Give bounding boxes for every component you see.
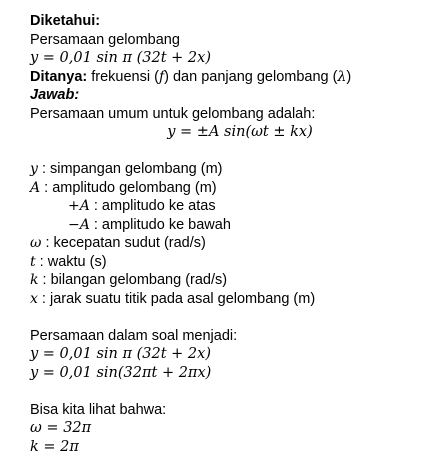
definition-symbol: A	[30, 179, 41, 196]
definition-item	[30, 253, 426, 272]
definition-item	[30, 160, 426, 179]
definition-symbol: −A	[68, 216, 90, 233]
definition-item	[30, 197, 426, 216]
spacer	[30, 142, 426, 161]
definition-text: : kecepatan sudut (rad/s)	[41, 235, 206, 251]
asked-text-1: frekuensi (	[87, 68, 159, 85]
heading-known: Diketahui:	[30, 13, 101, 29]
definition-symbol: t	[30, 253, 36, 270]
definition-symbol: ω	[30, 235, 42, 251]
definition-item	[30, 290, 426, 309]
definition-text: : amplitudo gelombang (m)	[40, 179, 217, 196]
definition-text: : amplitudo ke atas	[89, 198, 216, 214]
definition-symbol: x	[30, 290, 38, 307]
definition-text: : waktu (s)	[35, 253, 107, 270]
definition-text: : bilangan gelombang (rad/s)	[38, 272, 228, 288]
problem-equation-2: y = 0,01 sin(32πt + 2πx)	[30, 364, 212, 381]
definition-item	[30, 216, 426, 235]
problem-equation-1: y = 0,01 sin π (32t + 2x)	[30, 346, 211, 362]
definition-text: : simpangan gelombang (m)	[37, 161, 223, 177]
definition-item	[30, 234, 426, 253]
given-equation: y = 0,01 sin π (32t + 2x)	[30, 50, 211, 66]
k-value: k = 2π	[30, 438, 79, 455]
spacer	[30, 308, 426, 327]
see-label: Bisa kita lihat bahwa:	[30, 401, 167, 418]
definition-list	[30, 160, 426, 308]
definition-text: : amplitudo ke bawah	[89, 216, 231, 233]
asked-label: Ditanya:	[30, 68, 88, 85]
definition-item	[30, 179, 426, 198]
asked-text-2: ) dan panjang gelombang (	[164, 68, 338, 85]
general-intro: Persamaan umum untuk gelombang adalah:	[30, 105, 316, 122]
general-equation: y = ±A sin(ωt ± kx)	[167, 124, 313, 140]
asked-text-3: )	[346, 68, 352, 85]
known-label: Persamaan gelombang	[30, 31, 180, 48]
spacer	[30, 382, 426, 401]
definition-item	[30, 271, 426, 290]
omega-value: ω = 32π	[30, 420, 92, 436]
definition-symbol: +A	[68, 198, 90, 214]
asked-frequency-symbol: f	[158, 68, 165, 85]
in-problem-label: Persamaan dalam soal menjadi:	[30, 327, 238, 344]
asked-line	[30, 68, 426, 87]
asked-wavelength-symbol: λ	[337, 68, 347, 85]
definition-symbol: y	[30, 161, 38, 177]
answer-label: Jawab:	[30, 87, 80, 103]
definition-symbol: k	[30, 272, 39, 288]
definition-text: : jarak suatu titik pada asal gelombang (m)	[37, 290, 316, 307]
document-body	[30, 12, 426, 456]
